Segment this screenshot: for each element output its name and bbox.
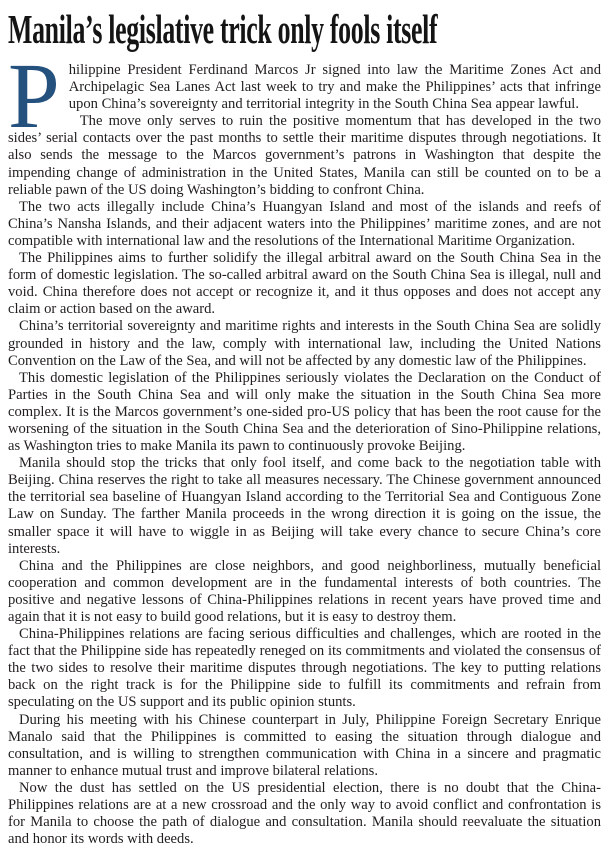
article-paragraph: The Philippines aims to further solidify the illegal arbitral award on the South China Sea in the form of domestic legislation. The so-called arbitral award on the South China Sea is illegal, null and void. China therefore does not accept or recognize it, and it thus opposes and does not accept any claim or action based on the award.	[8, 250, 601, 318]
article-paragraph: The two acts illegally include China’s Huangyan Island and most of the islands and reefs of China’s Nansha Islands, and their adjacent waters into the Philippines’ maritime zones, and are not compatible with international law and the resolutions of the International Maritime Organization.	[8, 198, 601, 249]
article-body	[8, 45, 601, 848]
article-paragraph: China and the Philippines are close neighbors, and good neighborliness, mutually beneficial cooperation and common development are in the fundamental interests of both countries. The positive and negative lessons of China-Philippines relations in recent years have proved time and again that it is not easy to build good relations, but it is easy to destroy them.	[8, 557, 601, 625]
lead-paragraph: hilippine President Ferdinand Marcos Jr signed into law the Maritime Zones Act and Archipelagic Sea Lanes Act last week to try and make the Philippines’ acts that infringe upon China’s sovereignty and territorial integrity in the South China Sea appear lawful.	[68, 62, 601, 113]
article-paragraph: During his meeting with his Chinese counterpart in July, Philippine Foreign Secretary Enrique Manalo said that the Philippines is committed to easing the situation through dialogue and consultation, and is willing to strengthen communication with China in a sincere and pragmatic manner to enhance mutual trust and improve bilateral relations.	[8, 711, 601, 779]
article-headline-text: Manila’s legislative trick only fools itself	[8, 6, 438, 52]
article-headline	[8, 6, 601, 54]
article-paragraph: China-Philippines relations are facing serious difficulties and challenges, which are rooted in the fact that the Philippine side has repeatedly reneged on its commitments and violated the consensus of the two sides to resolve their maritime disputes through negotiations. The key to putting relations back on the right track is for the Philippine side to fulfill its commitments and refrain from speculating on the US support and its public opinion stunts.	[8, 626, 601, 711]
article-paragraph: Now the dust has settled on the US presidential election, there is no doubt that the China-Philippines relations are at a new crossroad and the only way to avoid conflict and confrontation is for Manila to choose the path of dialogue and consultation. Manila should reevaluate the situation and honor its words with deeds.	[8, 779, 601, 848]
article-paragraph: The move only serves to ruin the positive momentum that has developed in the two sides’ serial contacts over the past months to settle their maritime disputes through negotiations. It also sends the message to the Marcos government’s patrons in Washington that despite the impending change of administration in the United States, Manila can still be counted on to be a reliable pawn of the US doing Washington’s bidding to confront China.	[8, 113, 601, 198]
article-paragraph: China’s territorial sovereignty and maritime rights and interests in the South China Sea are solidly grounded in history and the law, comply with international law, including the United Nations Convention on the Law of the Sea, and will not be affected by any domestic law of the Philippines.	[8, 318, 601, 369]
article-paragraph: Manila should stop the tricks that only fool itself, and come back to the negotiation table with Beijing. China reserves the right to take all measures necessary. The Chinese government announced the territorial sea baseline of Huangyan Island according to the Territorial Sea and Contiguous Zone Law on Sunday. The farther Manila proceeds in the wrong direction it is going on the issue, the smaller space it will have to wiggle in as Beijing will take every chance to secure China’s core interests.	[8, 455, 601, 557]
drop-cap-letter: P	[8, 45, 60, 148]
article-paragraph: This domestic legislation of the Philippines seriously violates the Declaration on the Conduct of Parties in the South China Sea and will only make the situation in the South China Sea more complex. It is the Marcos government’s one-sided pro-US policy that has been the root cause for the worsening of the situation in the South China Sea and the deterioration of Sino-Philippine relations, as Washington tries to make Manila its pawn to continuously provoke Beijing.	[8, 369, 601, 455]
